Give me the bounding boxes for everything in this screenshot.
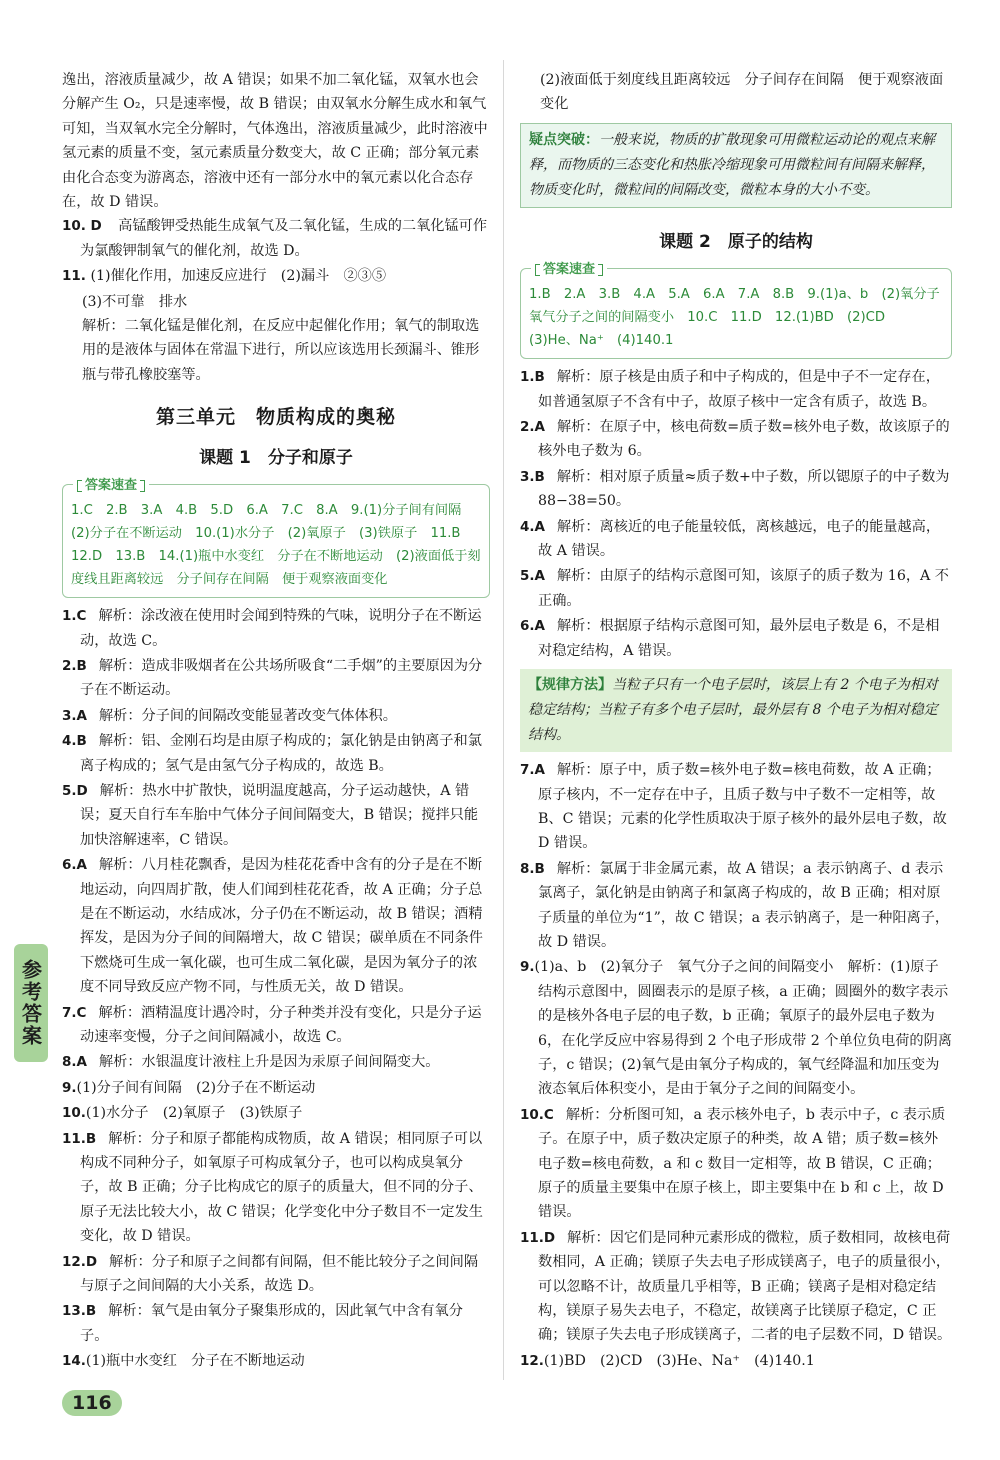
answer-list [520, 365, 952, 663]
quick-answer-box [62, 478, 490, 598]
answer-list [62, 604, 490, 1374]
item-explanation: 解析：氯属于非金属元素，故 A 错误；a 表示钠离子、d 表示氯离子，氯化钠是由钠离子和氯离子构成的，故 B 正确；相对原子质量的单位为“1”，故 C 错误；a 表示钠离子，是一种阳离子，故 D 错误。 [538, 860, 950, 950]
item-answer: D [76, 782, 88, 799]
unit-title: 第三单元 物质构成的奥秘 [155, 406, 396, 429]
answer-item [62, 704, 490, 728]
item-number: 9. [520, 959, 535, 976]
item-explanation: 解析：涂改液在使用时会闻到特殊的气味，说明分子在不断运动，故选 C。 [80, 608, 482, 649]
item-number: 1. [62, 608, 77, 625]
answer-item [520, 415, 952, 464]
item-explanation: 解析：分子间的间隔改变能显著改变气体体积。 [98, 707, 397, 724]
side-tab [14, 944, 48, 1062]
item-answer: C [76, 608, 87, 625]
column-divider [503, 60, 504, 1380]
item-answer: A [76, 1054, 87, 1071]
item-answer: A [534, 419, 545, 436]
lesson-title: 课题 2 原子的结构 [659, 231, 813, 252]
doubt-text: 一般来说，物质的扩散现象可用微粒运动论的观点来解释，而物质的三态变化和热胀冷缩现象可用微粒间有间隔来解释，物质变化时，微粒间的间隔改变，微粒本身的大小不变。 [529, 131, 935, 198]
item-explanation: 解析：由原子的结构示意图可知，该原子的质子数为 16，A 不正确。 [538, 568, 949, 609]
item-explanation: 解析：分子和原子都能构成物质，故 A 错误；相同原子可以构成不同种分子，如氧原子可构成氧分子，也可以构成臭氧分子，故 B 正确；分子比构成它的原子的质量大，但不同的分子、原子无法比较大小，故 C 错误；化学变化中分子数目不一定发生变化，故 D 错误。 [80, 1130, 483, 1245]
item-line: 解析：二氧化锰是催化剂，在反应中起催化作用；氧气的制取选用的是液体与固体在常温下进行，所以应该选用长颈漏斗、锥形瓶与带孔橡胶塞等。 [82, 318, 480, 383]
answer-item [62, 1001, 490, 1050]
answer-item [520, 955, 952, 1101]
item-number: 3. [62, 707, 77, 724]
item-explanation: 解析：在原子中，核电荷数=质子数=核外电子数，故该原子的核外电子数为 6。 [538, 419, 950, 460]
item-explanation: 解析：原子中，质子数=核外电子数=核电荷数，故 A 正确；原子核内，不一定存在中子，且质子数与中子数不一定相等，故 B、C 错误；元素的化学性质取决于原子核外的最外层电子数，故 D 错误。 [538, 762, 947, 852]
left-column [62, 68, 490, 1375]
quick-answer-box [520, 262, 953, 359]
item-answer: D [543, 1229, 556, 1246]
quick-answer-label: 答案速查 [73, 474, 149, 497]
item-explanation: (1)水分子 (2)氧原子 (3)铁原子 [85, 1105, 303, 1122]
answer-item [520, 564, 952, 613]
item-explanation: 解析：分析图可知，a 表示核外电子，b 表示中子，c 表示质子。在原子中，质子数决定原子的种类，故 A 错；质子数=核外电子数=核电荷数，a 和 c 数目一定相等，故 B 错误，C 正确；原子的质量主要集中在原子核上，即主要集中在 b 和 c 上，故 D 错误。 [538, 1106, 946, 1221]
item-explanation: 解析：离核近的电子能量较低，离核越远，电子的能量越高，故 A 错误。 [538, 518, 941, 560]
item-line: (3)不可靠 排水 [82, 293, 188, 310]
item-explanation: 解析：分子和原子之间都有间隔，但不能比较分子之间间隔与原子之间间隔的大小关系，故选 D。 [80, 1253, 479, 1295]
item-explanation: 高锰酸钾受热能生成氧气及二氧化锰，生成的二氧化锰可作为氯酸钾制氧气的催化剂，故选 D。 [80, 218, 488, 259]
item-answer: B [534, 468, 545, 485]
item-answer: C [543, 1106, 554, 1123]
item-answer: A [534, 568, 545, 585]
lesson-title: 课题 1 分子和原子 [199, 447, 353, 468]
item-answer: A [76, 857, 87, 874]
answer-item [62, 779, 490, 852]
answer-item [520, 465, 952, 514]
item-number: 6. [520, 618, 535, 635]
item-number: 13. [62, 1303, 86, 1320]
item-explanation: 解析：酒精温度计遇冷时，分子种类并没有变化，只是分子运动速率变慢，分子之间间隔减小，故选 C。 [80, 1004, 482, 1045]
answer-item [62, 1299, 490, 1348]
rule-method-box [520, 669, 952, 752]
side-tab-label: 参考答案 [18, 959, 43, 1047]
item-answer: B [85, 1130, 97, 1147]
item-answer: B [76, 733, 87, 750]
answer-item [62, 1349, 490, 1373]
item-explanation: (1)瓶中水变红 分子在不断地运动 [85, 1353, 305, 1370]
item-explanation: 解析：八月桂花飘香，是因为桂花花香中含有的分子是在不断地运动，向四周扩散，使人们闻到桂花花香，故 A 正确；分子总是在不断运动，水结成冰，分子仍在不断运动，故 B 错误；酒精挥发，是因为分子间的间隔增大，故 C 错误；碳单质在不同条件下燃烧可生成一氧化碳，也可生成二氧化碳，是因为氧分子的浓度不同导致反应产物不同，与性质无关，故 D 错误。 [80, 857, 483, 996]
item-number: 11. [520, 1229, 544, 1246]
item-explanation: 解析：因它们是同种元素形成的微粒，质子数相同，故核电荷数相同，A 正确；镁原子失去电子形成镁离子，电子的质量很小，可以忽略不计，故质量几乎相等，B 正确；镁离子是相对稳定结构，镁原子易失去电子，不稳定，故镁离子比镁原子稳定，C 正确；镁原子失去电子形成镁离子，二者的电子层数不同，D 错误。 [538, 1229, 952, 1344]
item-number: 4. [520, 518, 535, 535]
item-number: 12. [62, 1253, 86, 1270]
item-number: 2. [62, 657, 77, 674]
item-explanation: 解析：造成非吸烟者在公共场所吸食“二手烟”的主要原因为分子在不断运动。 [80, 657, 483, 699]
answer-item [62, 1250, 490, 1299]
answer-item [62, 604, 490, 653]
rule-tag: 【规律方法】 [528, 677, 612, 694]
item-answer: A [76, 707, 87, 724]
answer-item [520, 1226, 952, 1348]
item-explanation: 解析：铝、金刚石均是由原子构成的；氯化钠是由钠离子和氯离子构成的；氢气是由氢气分子构成的，故选 B。 [80, 733, 482, 774]
item-number: 7. [520, 762, 535, 779]
item-explanation: (1)BD (2)CD (3)He、Na⁺ (4)140.1 [543, 1352, 815, 1369]
item-explanation: (1)分子间有间隔 (2)分子在不断运动 [76, 1079, 316, 1096]
item-answer: B [534, 860, 545, 877]
answer-item [62, 1050, 490, 1074]
item-explanation: (1)a、b (2)氧分子 氧气分子之间的间隔变小 解析：(1)原子结构示意图中，圆圈表示的是原子核，a 正确；圆圈外的数字表示的是核外各电子层的电子数，b 正确；氧原子的最外层电子数为 6，在化学反应中容易得到 2 个电子形成带 2 个单位负电荷的阴离子，c 错误；(2)氧气是由氧分子构成的，氧气经降温和加压变为液态氧后体积变小，是由于氧分子之间的间隔变小。 [534, 959, 952, 1098]
item-number: 6. [62, 857, 77, 874]
quick-answer-text: 1.B 2.A 3.B 4.A 5.A 6.A 7.A 8.B 9.(1)a、b (2)氧分子 氧气分子之间的间隔变小 10.C 11.D 12.(1)BD (2)CD (3)He、Na⁺ (4)140.1 [529, 287, 953, 349]
item-number: 8. [62, 1054, 77, 1071]
quick-answer-label: 答案速查 [531, 258, 607, 281]
item-number: 5. [62, 782, 77, 799]
answer-item [520, 1349, 952, 1373]
item-number: 7. [62, 1004, 77, 1021]
rule-text: 当粒子只有一个电子层时，该层上有 2 个电子为相对稳定结构；当粒子有多个电子层时，最外层有 8 个电子为相对稳定结构。 [528, 677, 938, 744]
item-explanation: 解析：根据原子结构示意图可知，最外层电子数是 6，不是相对稳定结构，A 错误。 [538, 618, 940, 659]
page-number: 116 [62, 1390, 122, 1416]
item-number: 4. [62, 733, 77, 750]
doubt-breakthrough-box [520, 123, 952, 208]
item-number: 10. [62, 1105, 86, 1122]
item-number: 11. [62, 1130, 86, 1147]
answer-item [62, 1127, 490, 1249]
item-answer: B [76, 657, 87, 674]
item-number: 1. [520, 369, 535, 386]
item-number: 3. [520, 468, 535, 485]
item-number: 12. [520, 1352, 544, 1369]
item-number: 9. [62, 1079, 77, 1096]
item-answer: B [85, 1303, 97, 1320]
answer-item [520, 1103, 952, 1225]
item-answer: C [76, 1004, 87, 1021]
continued-paragraph: 逸出，溶液质量减少，故 A 错误；如果不加二氧化锰，双氧水也会分解产生 O₂，只是速率慢，故 B 错误；由双氧水分解生成水和氧气可知，当双氧水完全分解时，气体逸出，溶液质量减少，此时溶液中氢元素的质量不变，氢元素质量分数变大，故 C 正确；部分氧元素由化合态变为游离态，溶液中还有一部分水中的氧元素以化合态存在，故 D 错误。 [62, 72, 488, 211]
answer-item [62, 1101, 490, 1125]
answer-list [520, 758, 952, 1373]
item-answer: D [85, 1253, 98, 1270]
answer-item [62, 1076, 490, 1100]
answer-item [520, 515, 952, 564]
item-number: 14. [62, 1353, 86, 1370]
item-explanation: 解析：相对原子质量≈质子数+中子数，所以锶原子的中子数为 88−38=50。 [538, 468, 950, 510]
item-explanation: 解析：热水中扩散快，说明温度越高，分子运动越快，A 错误；夏天自行车车胎中气体分子间间隔变大，B 错误；搅拌只能加快溶解速率，C 错误。 [80, 782, 479, 848]
item-number: 11. [62, 268, 86, 285]
item-explanation: 解析：原子核是由质子和中子构成的，但是中子不一定存在，如普通氢原子不含有中子，故原子核中一定含有质子，故选 B。 [538, 369, 940, 410]
item-number: 5. [520, 568, 535, 585]
item-explanation: 解析：水银温度计液柱上升是因为汞原子间间隔变大。 [98, 1054, 440, 1071]
answer-item [62, 729, 490, 778]
answer-item [62, 853, 490, 999]
answer-item [62, 214, 490, 263]
item-explanation: (1)催化作用，加速反应进行 (2)漏斗 ②③⑤ [90, 268, 387, 285]
right-column [520, 68, 952, 1374]
answer-item [520, 365, 952, 414]
item-number: 8. [520, 860, 535, 877]
quick-answer-text: 1.C 2.B 3.A 4.B 5.D 6.A 7.C 8.A 9.(1)分子间有间隔 (2)分子在不断运动 10.(1)水分子 (2)氧原子 (3)铁原子 11.B 12.D 13.B 14.(1)瓶中水变红 分子在不断地运动 (2)液面低于刻度线且距离较远 分子间存在间隔 便于观察液面变化 [71, 503, 481, 588]
item-answer: A [534, 762, 545, 779]
answer-item [62, 264, 490, 288]
item-number: 2. [520, 419, 535, 436]
item-answer: D [90, 218, 102, 235]
answer-item [520, 857, 952, 955]
doubt-tag: 疑点突破： [529, 131, 599, 148]
item-answer: B [534, 369, 545, 386]
item-answer: A [534, 518, 545, 535]
item-answer: A [534, 618, 545, 635]
item-number: 10. [520, 1106, 544, 1123]
answer-item [62, 654, 490, 703]
item-explanation: 解析：氧气是由氧分子聚集形成的，因此氧气中含有氧分子。 [80, 1303, 463, 1344]
item-number: 10. [62, 218, 86, 235]
answer-item [520, 758, 952, 856]
answer-item [520, 614, 952, 663]
item-line: (2)液面低于刻度线且距离较远 分子间存在间隔 便于观察液面变化 [540, 72, 944, 113]
